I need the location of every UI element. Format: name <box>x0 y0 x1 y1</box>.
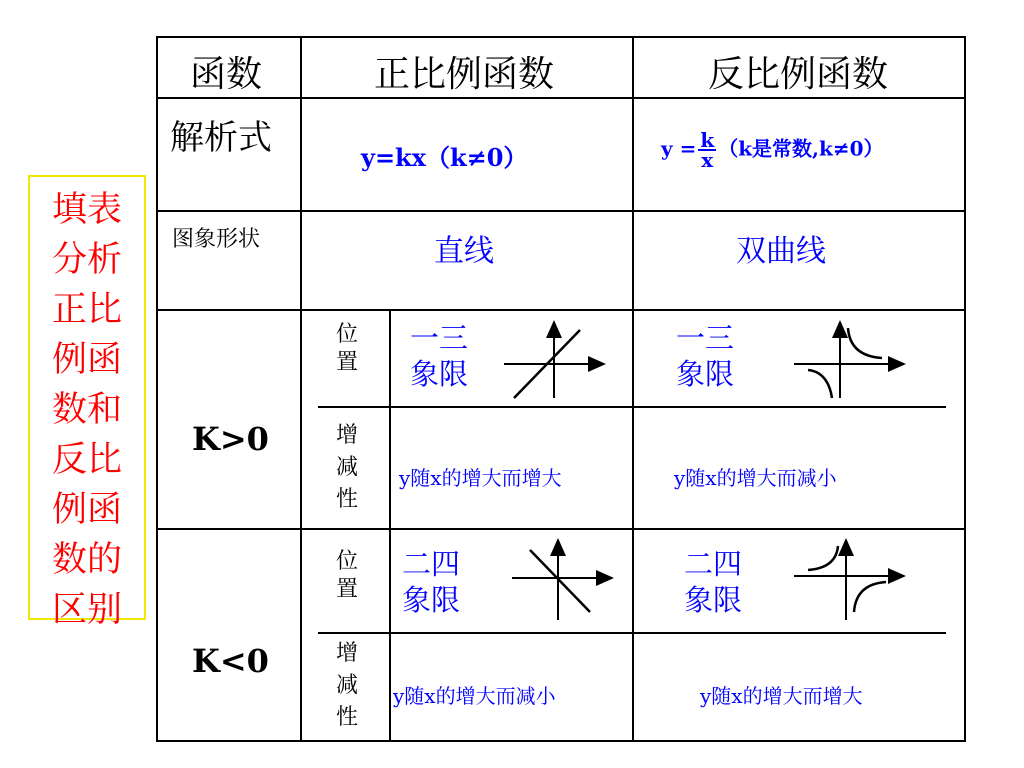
k-positive-direct-trend: y随x的增大而增大 <box>399 466 562 490</box>
quadrant-line: 象限 <box>676 357 735 391</box>
header-inverse-proportion: 反比例函数 <box>708 54 889 95</box>
k-positive-position-label <box>336 321 358 377</box>
formula-inverse-suffix: （k是常数,k≠0） <box>718 136 884 161</box>
shape-direct: 直线 <box>434 234 494 269</box>
formula-inverse-prefix: y = <box>661 136 697 161</box>
sub-label-char: 性 <box>336 487 359 512</box>
k-positive-label: K>0 <box>192 420 269 458</box>
side-note-line: 正比 <box>51 290 122 330</box>
quadrant-line: 二四 <box>402 547 461 581</box>
shape-inverse: 双曲线 <box>736 234 826 269</box>
side-note-line: 数和 <box>51 390 122 430</box>
side-note-line: 例函 <box>51 340 122 380</box>
sub-label-char: 增 <box>336 423 359 448</box>
table-border-left <box>156 36 158 742</box>
sub-label-char: 增 <box>336 641 359 666</box>
sub-label-char: 性 <box>336 705 359 730</box>
k-negative-direct-trend: y随x的增大而减小 <box>393 684 556 708</box>
hyperbola-branch-q2 <box>808 546 838 570</box>
side-note-line: 分析 <box>51 240 122 280</box>
formula-inverse <box>661 128 884 172</box>
k-positive-inverse-quadrant <box>676 320 734 392</box>
col-divider <box>632 36 634 742</box>
hyperbola-branch-q1 <box>848 328 882 358</box>
k-positive-direct-quadrant <box>410 320 468 392</box>
formula-inverse-fraction <box>698 128 716 172</box>
header-function: 函数 <box>190 54 263 95</box>
k-negative-direct-quadrant <box>402 546 460 618</box>
k-negative-position-label <box>336 548 358 604</box>
quadrant-line: 一三 <box>676 321 735 355</box>
sub-label-char: 减 <box>336 455 359 480</box>
table-border-top <box>156 36 966 38</box>
sub-label-char: 位 <box>336 322 359 347</box>
sub-label-char: 置 <box>336 577 359 602</box>
side-note-line: 例函 <box>51 490 122 530</box>
graph-direct-k-positive <box>500 318 610 400</box>
table-border-bottom <box>156 740 966 742</box>
side-note-line: 区别 <box>51 590 122 630</box>
row-label-shape: 图象形状 <box>172 227 261 252</box>
row-divider <box>156 210 966 212</box>
row-divider <box>156 97 966 99</box>
side-note-line: 数的 <box>51 540 122 580</box>
row-divider <box>156 309 966 311</box>
sub-label-char: 置 <box>336 350 359 375</box>
col-divider <box>389 309 391 742</box>
row-label-formula: 解析式 <box>170 118 272 158</box>
header-direct-proportion: 正比例函数 <box>374 54 555 95</box>
k-negative-inverse-trend: y随x的增大而增大 <box>700 684 863 708</box>
graph-line <box>530 550 590 612</box>
side-note-line: 填表 <box>51 190 122 230</box>
sub-label-char: 位 <box>336 549 359 574</box>
formula-inverse-denominator: x <box>701 148 714 172</box>
row-divider <box>156 528 966 530</box>
formula-direct: y=kx（k≠0） <box>361 143 528 172</box>
sub-label-char: 减 <box>336 673 359 698</box>
graph-direct-k-negative <box>508 536 618 622</box>
side-note-line: 反比 <box>51 440 122 480</box>
hyperbola-branch-q4 <box>854 582 886 612</box>
table-border-right <box>964 36 966 742</box>
k-positive-inverse-trend: y随x的增大而减小 <box>674 466 837 490</box>
comparison-table <box>156 36 966 742</box>
hyperbola-branch-q3 <box>808 370 832 398</box>
k-positive-monotonic-label <box>336 420 358 516</box>
quadrant-line: 象限 <box>410 357 469 391</box>
k-negative-monotonic-label <box>336 638 358 734</box>
k-negative-inverse-quadrant <box>684 546 742 618</box>
graph-inverse-k-negative <box>790 536 910 622</box>
side-note <box>28 175 146 630</box>
graph-inverse-k-positive <box>790 318 910 400</box>
quadrant-line: 象限 <box>402 583 461 617</box>
col-divider <box>300 36 302 742</box>
formula-inverse-numerator: k <box>700 128 715 152</box>
quadrant-line: 象限 <box>684 583 743 617</box>
quadrant-line: 一三 <box>410 321 469 355</box>
k-negative-label: K<0 <box>192 642 269 680</box>
quadrant-line: 二四 <box>684 547 743 581</box>
